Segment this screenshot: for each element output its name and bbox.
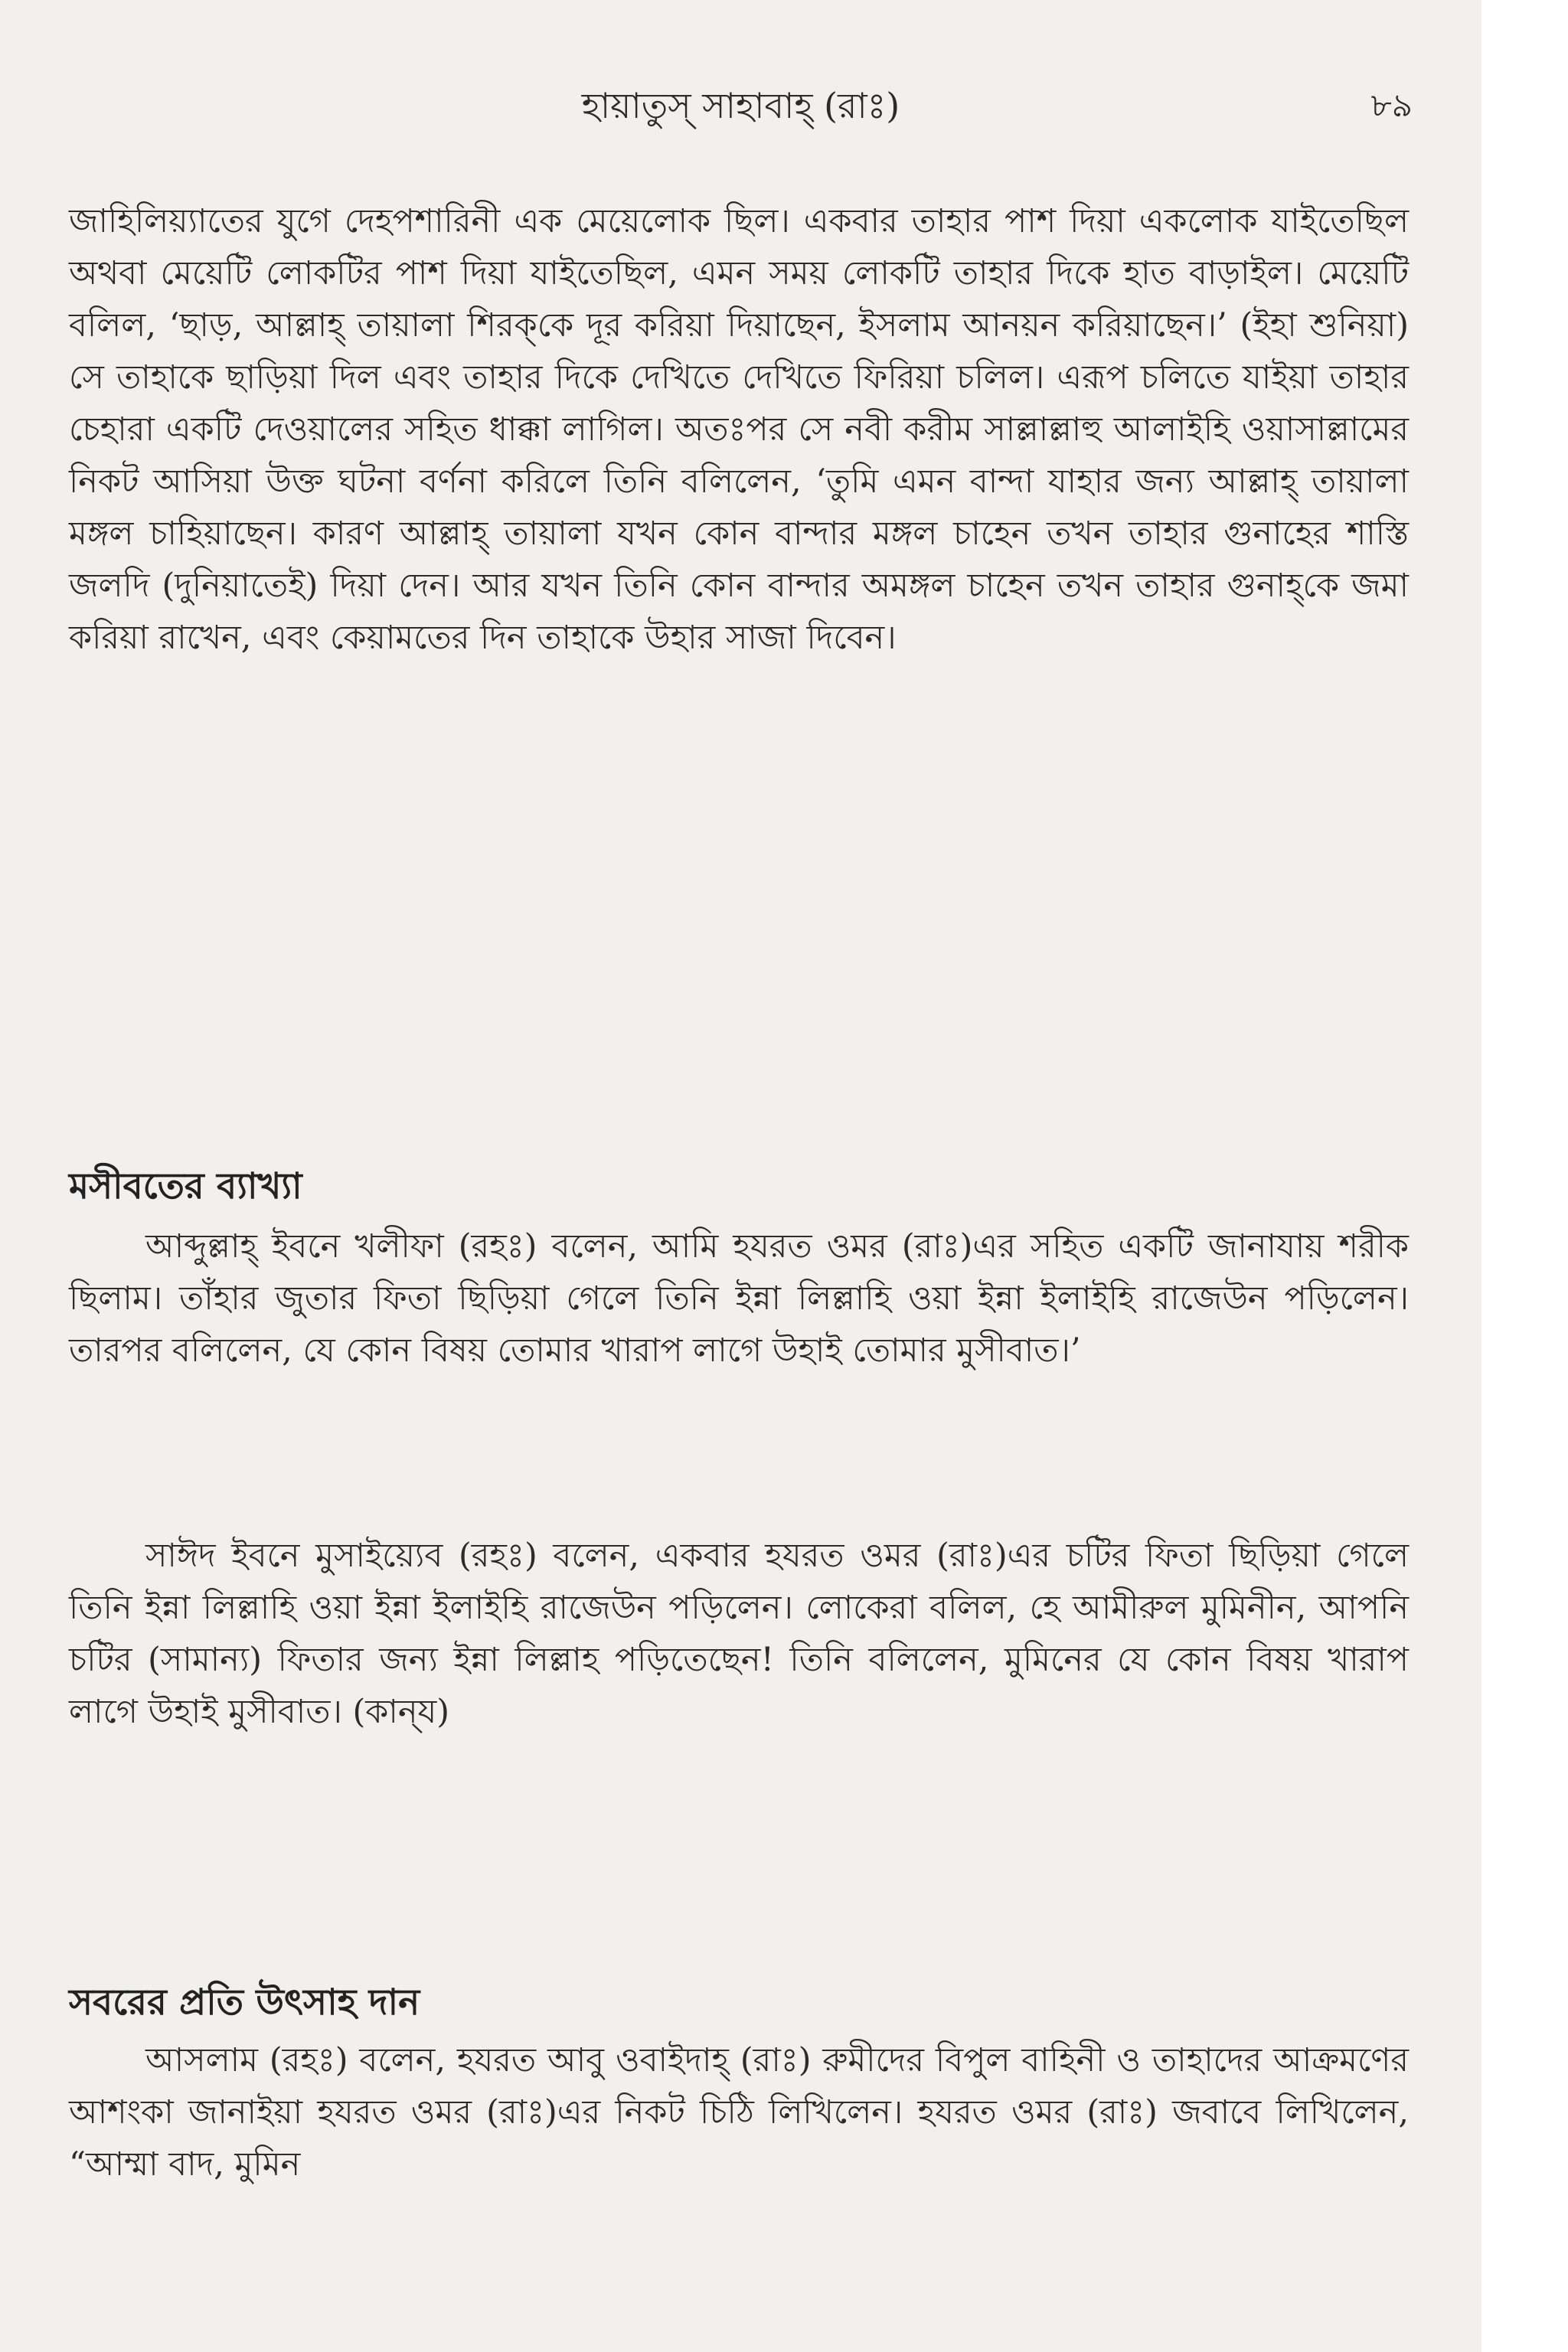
book-title: হায়াতুস্ সাহাবাহ্ (রাঃ) — [581, 85, 900, 126]
section-heading-1: মসীবতের ব্যাখ্যা — [69, 1165, 302, 1207]
running-header — [69, 83, 1413, 129]
page-number: ৮৯ — [1370, 87, 1413, 124]
paragraph-1-text: জাহিলিয়্যাতের যুগে দেহপশারিনী এক মেয়েলোক ছিল। একবার তাহার পাশ দিয়া একলোক যাইতেছিল অথবা মেয়েটি লোকটির পাশ দিয়া যাইতেছিল, এমন সময় লোকটি তাহার দিকে হাত বাড়াইল। মেয়েটি বলিল, ‘ছাড়, আল্লাহ্ তায়ালা শিরক্‌কে দূর করিয়া দিয়াছেন, ইসলাম আনয়ন করিয়াছেন।’ (ইহা শুনিয়া) সে তাহাকে ছাড়িয়া দিল এবং তাহার দিকে দেখিতে দেখিতে ফিরিয়া চলিল। এরূপ চলিতে যাইয়া তাহার চেহারা একটি দেওয়ালের সহিত ধাক্কা লাগিল। অতঃপর সে নবী করীম সাল্লাল্লাহু আলাইহি ওয়াসাল্লামের নিকট আসিয়া উক্ত ঘটনা বর্ণনা করিলে তিনি বলিলেন, ‘তুমি এমন বান্দা যাহার জন্য আল্লাহ্ তায়ালা মঙ্গল চাহিয়াছেন। কারণ আল্লাহ্ তায়ালা যখন কোন বান্দার মঙ্গল চাহেন তখন তাহার গুনাহের শাস্তি জলদি (দুনিয়াতেই) দিয়া দেন। আর যখন তিনি কোন বান্দার অমঙ্গল চাহেন তখন তাহার গুনাহ্‌কে জমা করিয়া রাখেন, এবং কেয়ামতের দিন তাহাকে উহার সাজা দিবেন। — [69, 202, 1409, 657]
paragraph-4 — [69, 2034, 1409, 2190]
section-heading-2: সবরের প্রতি উৎসাহ দান — [69, 1981, 420, 2024]
paragraph-3-text: সাঈদ ইবনে মুসাইয়্যেব (রহঃ) বলেন, একবার হযরত ওমর (রাঃ)এর চটির ফিতা ছিড়িয়া গেলে তিনি ইন্না লিল্লাহি ওয়া ইন্না ইলাইহি রাজেউন পড়িলেন। লোকেরা বলিল, হে আমীরুল মুমিনীন, আপনি চটির (সামান্য) ফিতার জন্য ইন্না লিল্লাহ পড়িতেছেন! তিনি বলিলেন, মুমিনের যে কোন বিষয় খারাপ লাগে উহাই মুসীবাত। (কান্‌য) — [69, 1537, 1409, 1731]
paragraph-2 — [69, 1220, 1409, 1377]
paragraph-1 — [69, 195, 1409, 664]
paragraph-4-text: আসলাম (রহঃ) বলেন, হযরত আবু ওবাইদাহ্ (রাঃ) রুমীদের বিপুল বাহিনী ও তাহাদের আক্রমণের আশংকা জানাইয়া হযরত ওমর (রাঃ)এর নিকট চিঠি লিখিলেন। হযরত ওমর (রাঃ) জবাবে লিখিলেন, “আম্মা বাদ, মুমিন — [69, 2041, 1409, 2184]
paragraph-3 — [69, 1530, 1409, 1738]
page-margin — [1481, 0, 1568, 2352]
paragraph-2-text: আব্দুল্লাহ্ ইবনে খলীফা (রহঃ) বলেন, আমি হযরত ওমর (রাঃ)এর সহিত একটি জানাযায় শরীক ছিলাম। তাঁহার জুতার ফিতা ছিড়িয়া গেলে তিনি ইন্না লিল্লাহি ওয়া ইন্না ইলাইহি রাজেউন পড়িলেন। তারপর বলিলেন, যে কোন বিষয় তোমার খারাপ লাগে উহাই তোমার মুসীবাত।’ — [69, 1227, 1409, 1370]
